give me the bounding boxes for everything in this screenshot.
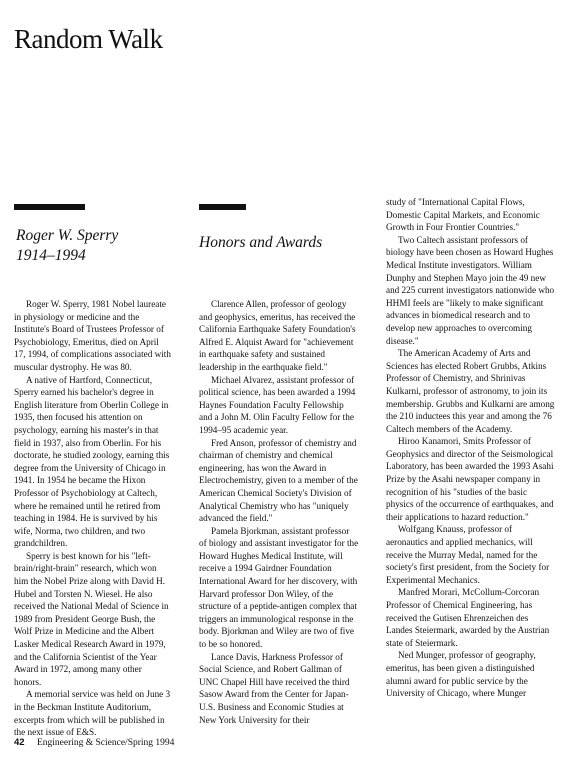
obituary-paragraph: Roger W. Sperry, 1981 Nobel laureate in physiology or medicine and the Institute's Board of Trustees Professor of Psychobiology, Emeritus, died on April 17, 1994, of complications associated with muscular dystrophy. He was 80. bbox=[14, 299, 171, 372]
honors-paragraph: Manfred Morari, McCollum-Corcoran Professor of Chemical Engineering, has received the Gutisen Ehrenzeichen des Landes Steiermark, awarded by the Austrian state of Steiermark. bbox=[386, 587, 550, 648]
honors-paragraph: Ned Munger, professor of geography, emeritus, has been given a distinguished alumni award for public service by the University of Chicago, where Munger bbox=[386, 650, 536, 699]
page-number: 42 bbox=[14, 737, 25, 748]
honors-paragraph: study of "International Capital Flows, Domestic Capital Markets, and Economic Growth in Four Frontier Countries." bbox=[386, 197, 540, 233]
section-rule-honors bbox=[199, 204, 246, 210]
publication-name: Engineering & Science/Spring 1994 bbox=[36, 738, 175, 748]
obituary-heading bbox=[16, 226, 176, 266]
honors-paragraph: Fred Anson, professor of chemistry and chairman of chemistry and chemical engineering, has won the Award in Electrochemistry, given to a member of the American Chemical Society's Division of Analytical Chemistry who has "uniquely advanced the field." bbox=[199, 437, 358, 524]
honors-paragraph: Lance Davis, Harkness Professor of Social Science, and Robert Gallman of UNC Chapel Hill have received the third Sasow Award from the Center for Japan-U.S. Business and Economic Studies at New York University for their bbox=[199, 651, 350, 725]
obituary-column bbox=[14, 298, 171, 739]
honors-paragraph: Michael Alvarez, assistant professor of political science, has been awarded a 1994 Haynes Foundation Faculty Fellowship and a John M. Olin Faculty Fellow for the 1994–95 academic year. bbox=[199, 374, 356, 435]
obituary-paragraph: A native of Hartford, Connecticut, Sperry earned his bachelor's degree in English literature from Oberlin College in 1935, then focused his attention on psychology, earning his master's in that field in 1937, also from Oberlin. For his doctorate, he studied zoology, earning this degree from the University of Chicago in 1941. In 1954 he became the Hixon Professor of Psychobiology at Caltech, where he remained until he retired from teaching in 1984. He is survived by his wife, Norma, two children, and two grandchildren. bbox=[14, 374, 170, 549]
obituary-paragraph: A memorial service was held on June 3 in the Beckman Institute Auditorium, excerpts from which will be published in the next issue of E&S. bbox=[14, 689, 171, 738]
honors-paragraph: Clarence Allen, professor of geology and geophysics, emeritus, has received the California Earthquake Safety Foundation's Alfred E. Alquist Award for "achievement in earthquake safety and sustained leadership in the earthquake field." bbox=[199, 299, 356, 372]
obituary-dates: 1914–1994 bbox=[16, 247, 86, 264]
page-title: Random Walk bbox=[14, 24, 163, 54]
honors-heading: Honors and Awards bbox=[199, 234, 323, 251]
honors-paragraph: Hiroo Kanamori, Smits Professor of Geophysics and director of the Seismological Laboratory, has been awarded the 1993 Asahi Prize by the Asahi newspaper company in recognition of his "studies of the basic physics of the occurrence of earthquakes, and their applications to hazard reduction." bbox=[386, 436, 554, 522]
honors-paragraph: The American Academy of Arts and Sciences has elected Robert Grubbs, Atkins Professor of Chemistry, and Shrinivas Kulkarni, professor of astronomy, to join its membership. Grubbs and Kulkarni are among the 210 inductees this year and among the 76 Caltech members of the Academy. bbox=[386, 348, 555, 434]
honors-column-2 bbox=[386, 196, 556, 700]
section-rule-obituary bbox=[14, 204, 85, 210]
obituary-paragraph: Sperry is best known for his "left-brain/right-brain" research, which won him the Nobel Prize along with David H. Hubel and Torsten N. Wiesel. He also received the National Medal of Science in 1989 from President George Bush, the Wolf Prize in Medicine and the Albert Lasker Medical Research Award in 1979, and the California Scientist of the Year Award in 1972, among many other honors. bbox=[14, 550, 169, 687]
honors-column-1 bbox=[199, 298, 359, 726]
honors-paragraph: Pamela Bjorkman, assistant professor of biology and assistant investigator for the Howard Hughes Medical Institute, will receive a 1994 Gairdner Foundation International Award for her discovery, with Harvard professor Don Wiley, of the structure of a peptide-antigen complex that triggers an immunological response in the body. Bjorkman and Wiley are two of five to be so honored. bbox=[199, 525, 359, 650]
obituary-name: Roger W. Sperry bbox=[16, 227, 119, 244]
honors-paragraph: Two Caltech assistant professors of biology have been chosen as Howard Hughes Medical Institute investigators. William Dunphy and Stephen Mayo join the 49 new and 225 current investigators nationwide who HHMI feels are "likely to make significant advances in biomedical research and to develop new approaches to overcoming disease." bbox=[386, 234, 555, 346]
page-footer bbox=[14, 737, 174, 748]
honors-paragraph: Wolfgang Knauss, professor of aeronautics and applied mechanics, will receive the Murray Medal, named for the society's first president, from the Society for Experimental Mechanics. bbox=[386, 524, 550, 585]
